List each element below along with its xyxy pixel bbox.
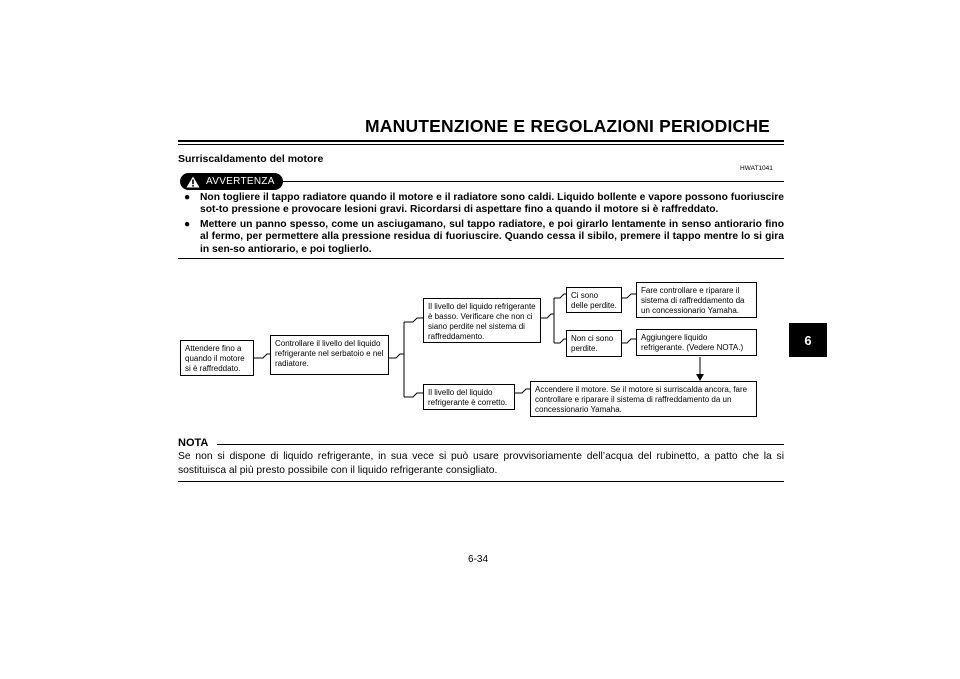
flow-box-no-leaks: Non ci sono perdite. [566,330,622,357]
flow-box-check-level: Controllare il livello del liquido refrigerante nel serbatoio e nel radiatore. [270,335,389,375]
nota-label: NOTA [178,437,209,449]
flow-box-start-engine: Accendere il motore. Se il motore si surriscalda ancora, fare controllare e riparare il sistema di raffreddamento da un concessionario Yamaha. [530,381,757,417]
flow-box-level-low: Il livello del liquido refrigerante è basso. Verificare che non ci siano perdite nel sistema di raffreddamento. [423,298,541,343]
warning-label: AVVERTENZA [206,176,275,187]
chapter-tab: 6 [789,323,827,357]
page-header-title: MANUTENZIONE E REGOLAZIONI PERIODICHE [365,116,771,136]
section-title: Surriscaldamento del motore [178,153,324,165]
page-number: 6-34 [468,554,489,565]
warning-item-text: Non togliere il tappo radiatore quando il motore e il radiatore sono caldi. Liquido bollente e vapore possono fuoriuscire sot-to pressione e provocare lesioni gravi. Ricordarsi di aspettare fino a quando il motore si è raffreddato. [200,192,784,216]
section-code: HWAT1041 [740,165,773,172]
flow-box-add-coolant: Aggiungere liquido refrigerante. (Vedere NOTA.) [636,329,757,356]
bullet-icon: ● [184,218,191,230]
bullet-icon: ● [184,192,191,203]
nota-end-rule [178,481,784,482]
nota-rule [217,444,784,445]
warning-item-text: Mettere un panno spesso, come un asciugamano, sul tappo radiatore, e poi girarlo lentamente in senso antiorario fino al fermo, per permettere alla pressione residua di fuoriuscire. Quando cessa il sibilo, premere il tappo mentre lo si gira in sen-so antiorario, e poi toglierlo. [200,218,784,255]
flow-box-wait: Attendere fino a quando il motore si è raffreddato. [180,340,254,376]
nota-text: Se non si dispone di liquido refrigerante, in sua vece si può usare provvisoriamente dell’acqua del rubinetto, a patto che la si sostituisca al più presto possibile con il liquido refrigerante consigliato. [178,451,784,476]
flow-box-repair: Fare controllare e riparare il sistema di raffreddamento da un concessionario Yamaha. [636,282,757,318]
flow-box-level-ok: Il livello del liquido refrigerante è corretto. [423,384,515,410]
flow-box-leaks: Ci sono delle perdite. [566,287,622,313]
